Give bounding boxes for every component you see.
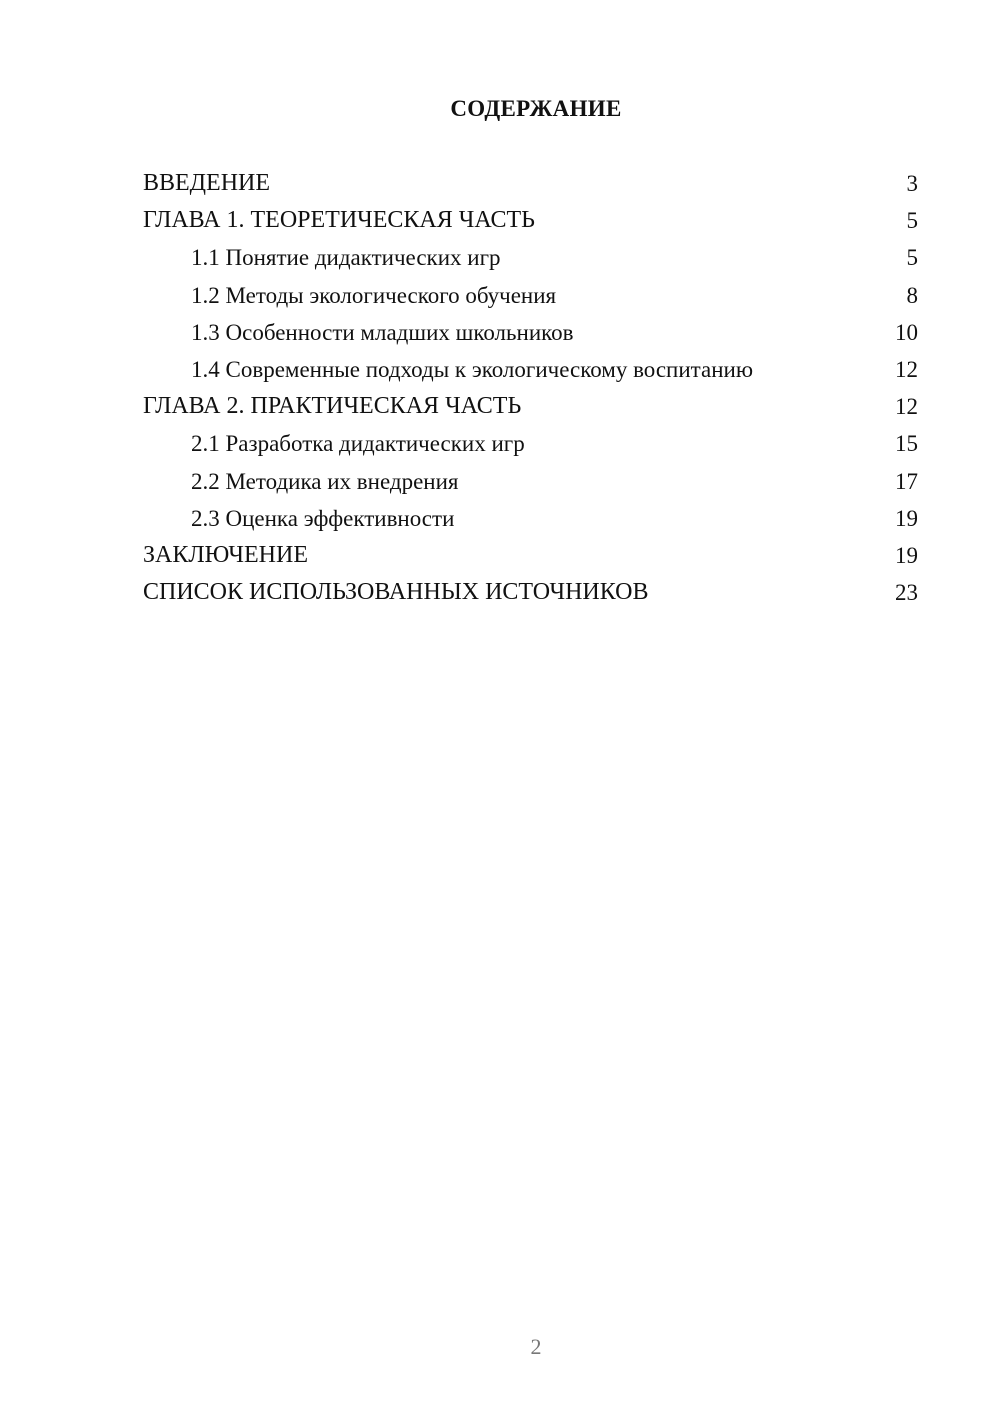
- toc-entry-page: 15: [895, 431, 918, 457]
- toc-entry-page: 19: [895, 542, 918, 568]
- toc-entry-label: ГЛАВА 1. ТЕОРЕТИЧЕСКАЯ ЧАСТЬ: [143, 207, 535, 234]
- toc-entry-page: 23: [895, 580, 918, 606]
- toc-entry-conclusion[interactable]: [143, 537, 918, 574]
- toc-entry-label: 1.3 Особенности младших школьников: [191, 319, 574, 345]
- toc-entry-label: 2.1 Разработка дидактических игр: [191, 431, 525, 457]
- toc-entry-page: 3: [906, 171, 918, 196]
- toc-entry-label: ГЛАВА 2. ПРАКТИЧЕСКАЯ ЧАСТЬ: [143, 393, 522, 420]
- toc-entry-page: 5: [906, 245, 918, 271]
- toc-entry-label: СПИСОК ИСПОЛЬЗОВАННЫХ ИСТОЧНИКОВ: [143, 579, 649, 606]
- page-number: 2: [530, 1334, 542, 1359]
- toc-entry-section-2-1[interactable]: [143, 425, 918, 462]
- toc-entry-label: 1.1 Понятие дидактических игр: [191, 245, 501, 271]
- toc-entry-section-1-1[interactable]: [143, 239, 918, 276]
- toc-entry-section-1-2[interactable]: [143, 277, 918, 314]
- toc-entry-page: 12: [895, 394, 918, 420]
- toc-entry-label: 2.3 Оценка эффективности: [191, 505, 455, 531]
- toc-entry-page: 8: [906, 282, 918, 308]
- toc-entry-page: 5: [906, 208, 918, 234]
- table-of-contents: [143, 165, 918, 611]
- toc-entry-section-2-2[interactable]: [143, 463, 918, 500]
- toc-entry-label: ЗАКЛЮЧЕНИЕ: [143, 541, 308, 568]
- toc-entry-page: 17: [895, 468, 918, 494]
- toc-entry-chapter-2[interactable]: [143, 388, 918, 425]
- toc-entry-page: 19: [895, 505, 918, 531]
- toc-entry-label: 1.2 Методы экологического обучения: [191, 282, 557, 308]
- toc-entry-label: ВВЕДЕНИЕ: [143, 170, 271, 196]
- toc-entry-section-1-3[interactable]: [143, 314, 918, 351]
- toc-entry-chapter-1[interactable]: [143, 202, 918, 239]
- page-title: СОДЕРЖАНИЕ: [450, 96, 622, 121]
- toc-entry-section-1-4[interactable]: [143, 351, 918, 388]
- toc-entry-page: 10: [895, 319, 918, 345]
- toc-entry-label: 2.2 Методика их внедрения: [191, 468, 459, 494]
- toc-entry-page: 12: [895, 356, 918, 382]
- toc-entry-references[interactable]: [143, 574, 918, 611]
- toc-entry-label: 1.4 Современные подходы к экологическому воспитанию: [191, 356, 754, 382]
- toc-entry-introduction[interactable]: [143, 165, 918, 202]
- toc-entry-section-2-3[interactable]: [143, 500, 918, 537]
